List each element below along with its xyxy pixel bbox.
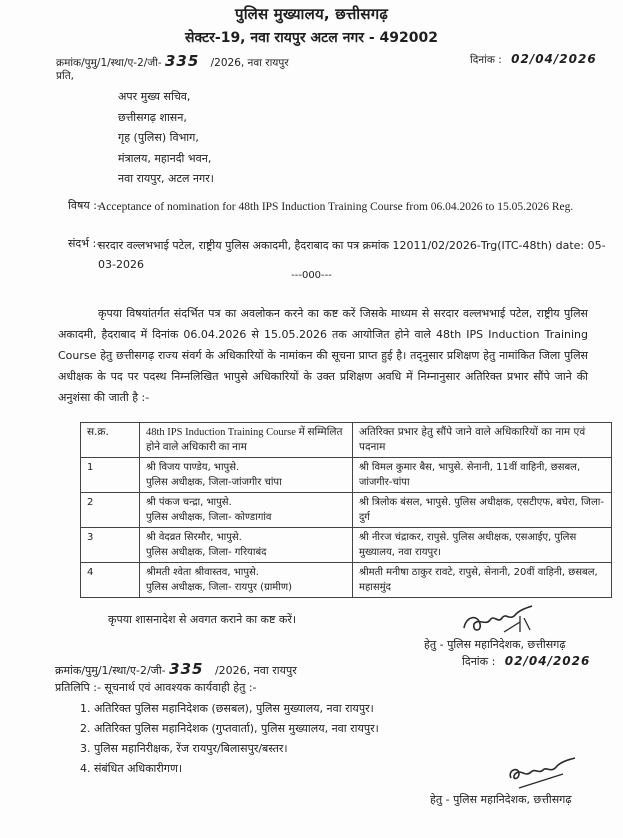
date-label: दिनांक : bbox=[470, 54, 502, 66]
copy-heading: प्रतिलिपि :- सूचनार्थ एवं आवश्यक कार्यवाही हेतु :- bbox=[55, 681, 257, 694]
reference-label: संदर्भ :- bbox=[68, 237, 101, 250]
cell-charge-officer: श्रीमती मनीषा ठाकुर रावटे, रापुसे, सेनानी, 20वीं वाहिनी, छसबल, महासमुंद bbox=[353, 563, 612, 598]
cell-sno: 2 bbox=[81, 493, 140, 528]
addressee-line: मंत्रालय, महानदी भवन, bbox=[118, 151, 212, 165]
ref-suffix: /2026, नवा रायपुर bbox=[210, 57, 289, 69]
reference-text: सरदार वल्लभभाई पटेल, राष्ट्रीय पुलिस अकादमी, हैदराबाद का पत्र क्रमांक 12011/02/2026-Trg(ITC-48th) date: 05-03-2026 bbox=[98, 239, 606, 271]
trainee-name: श्री पंकज चन्द्रा, भापुसे. bbox=[146, 497, 232, 508]
separator: ---000--- bbox=[291, 270, 332, 281]
recipient-item: 1. अतिरिक्त पुलिस महानिदेशक (छसबल), पुलिस मुख्यालय, नवा रायपुर। bbox=[80, 702, 374, 715]
cell-trainee bbox=[140, 493, 353, 528]
table-header-row bbox=[81, 423, 612, 458]
date-label: दिनांक : bbox=[462, 655, 496, 668]
ref-prefix: क्रमांक/पुमु/1/स्था/ए-2/जी- bbox=[56, 57, 162, 69]
date-value: 02/04/2026 bbox=[504, 654, 591, 668]
col-header-charge-officer: अतिरिक्त प्रभार हेतु सौंपे जाने वाले अधिकारियों का नाम एवं पदनाम bbox=[353, 423, 612, 458]
letterhead-address: सेक्टर-19, नवा रायपुर अटल नगर - 492002 bbox=[185, 30, 438, 46]
cell-trainee bbox=[140, 528, 353, 563]
table-row bbox=[81, 458, 612, 493]
trainee-name: श्रीमती श्वेता श्रीवास्तव, भापुसे. bbox=[146, 567, 259, 578]
date-value: 02/04/2026 bbox=[511, 52, 597, 66]
cell-trainee bbox=[140, 458, 353, 493]
copy-recipients bbox=[80, 699, 379, 779]
cell-sno: 1 bbox=[81, 458, 140, 493]
recipient-item: 4. संबंधित अधिकारीगण। bbox=[80, 762, 183, 775]
reference-number bbox=[56, 52, 289, 70]
copy-reference-number bbox=[55, 660, 297, 678]
table-row bbox=[81, 563, 612, 598]
signature-icon bbox=[460, 602, 540, 638]
addressee-line: छत्तीसगढ़ शासन, bbox=[118, 110, 187, 124]
officer-table bbox=[80, 422, 612, 598]
addressee-block bbox=[118, 87, 214, 190]
trainee-post: पुलिस अधीक्षक, जिला- रायपुर (ग्रामीण) bbox=[146, 582, 293, 593]
cell-sno: 4 bbox=[81, 563, 140, 598]
trainee-post: पुलिस अधीक्षक, जिला- गरियाबंद bbox=[146, 547, 267, 558]
cell-charge-officer: श्री त्रिलोक बंसल, भापुसे. पुलिस अधीक्षक, एसटीएफ, बघेरा, जिला-दुर्ग bbox=[353, 493, 612, 528]
cell-trainee bbox=[140, 563, 353, 598]
trainee-name: श्री वेदव्रत सिरमौर, भापुसे. bbox=[146, 532, 242, 543]
table-row bbox=[81, 528, 612, 563]
subject-text: Acceptance of nomination for 48th IPS Induction Training Course from 06.04.2026 to 15.05.2026 Reg. bbox=[98, 201, 574, 213]
cell-charge-officer: श्री विमल कुमार बैस, भापुसे. सेनानी, 11वीं वाहिनी, छसबल, जांजगीर-चांपा bbox=[353, 458, 612, 493]
table-row bbox=[81, 493, 612, 528]
closing-line: कृपया शासनादेश से अवगत कराने का कष्ट करें। bbox=[108, 613, 297, 626]
signatory-date bbox=[462, 654, 590, 669]
trainee-name: श्री विजय पाण्डेय, भापुसे. bbox=[146, 462, 240, 473]
signatory-designation: हेतु - पुलिस महानिदेशक, छत्तीसगढ़ bbox=[424, 638, 566, 651]
addressee-line: नवा रायपुर, अटल नगर। bbox=[118, 172, 214, 185]
subject-label: विषय :- bbox=[68, 199, 101, 212]
letterhead-office: पुलिस मुख्यालय, छत्तीसगढ़ bbox=[234, 5, 389, 23]
col-header-trainee: 48th IPS Induction Training Course में सम्मिलित होने वाले अधिकारी का नाम bbox=[140, 423, 353, 458]
col-header-sno: स.क्र. bbox=[81, 423, 140, 458]
copy-signatory-designation: हेतु - पुलिस महानिदेशक, छत्तीसगढ़ bbox=[430, 793, 572, 806]
signature-icon bbox=[505, 752, 585, 792]
cell-charge-officer: श्री नीरज चंद्राकर, रापुसे. पुलिस अधीक्षक, एसआईए, पुलिस मुख्यालय, नवा रायपुर। bbox=[353, 528, 612, 563]
cell-sno: 3 bbox=[81, 528, 140, 563]
recipient-item: 2. अतिरिक्त पुलिस महानिदेशक (गुप्तवार्ता), पुलिस मुख्यालय, नवा रायपुर। bbox=[80, 722, 379, 735]
ref-prefix: क्रमांक/पुमु/1/स्था/ए-2/जी- bbox=[55, 664, 166, 677]
ref-number: 335 bbox=[164, 52, 200, 70]
to-label: प्रति, bbox=[56, 70, 75, 82]
trainee-post: पुलिस अधीक्षक, जिला-जांजगीर चांपा bbox=[146, 477, 282, 488]
ref-suffix: /2026, नवा रायपुर bbox=[214, 664, 297, 677]
ref-number: 335 bbox=[169, 660, 204, 678]
recipient-item: 3. पुलिस महानिरीक्षक, रेंज रायपुर/बिलासपुर/बस्तर। bbox=[80, 742, 288, 755]
addressee-line: अपर मुख्य सचिव, bbox=[118, 90, 191, 103]
letter-date bbox=[470, 52, 597, 67]
body-paragraph: कृपया विषयांतर्गत संदर्भित पत्र का अवलोकन करने का कष्ट करें जिसके माध्यम से सरदार वल्लभभाई पटेल, राष्ट्रीय पुलिस अकादमी, हैदराबाद में दिनांक 06.04.2026 से 15.05.2026 तक आयोजित होने वाले 48th IPS Induction Training Course हेतु छत्तीसगढ़ राज्य संवर्ग के अधिकारियों के नामांकन की सूचना प्राप्त हुई है। तद्नुसार प्रशिक्षण हेतु नामांकित जिला पुलिस अधीक्षक के पद पर पदस्थ निम्नलिखित भापुसे अधिकारियों के उक्त प्रशिक्षण अवधि में निम्नानुसार अतिरिक्त प्रभार सौंपे जाने की अनुशंसा की जाती है :- bbox=[58, 307, 588, 404]
trainee-post: पुलिस अधीक्षक, जिला- कोण्डागांव bbox=[146, 512, 272, 523]
addressee-line: गृह (पुलिस) विभाग, bbox=[118, 131, 199, 144]
